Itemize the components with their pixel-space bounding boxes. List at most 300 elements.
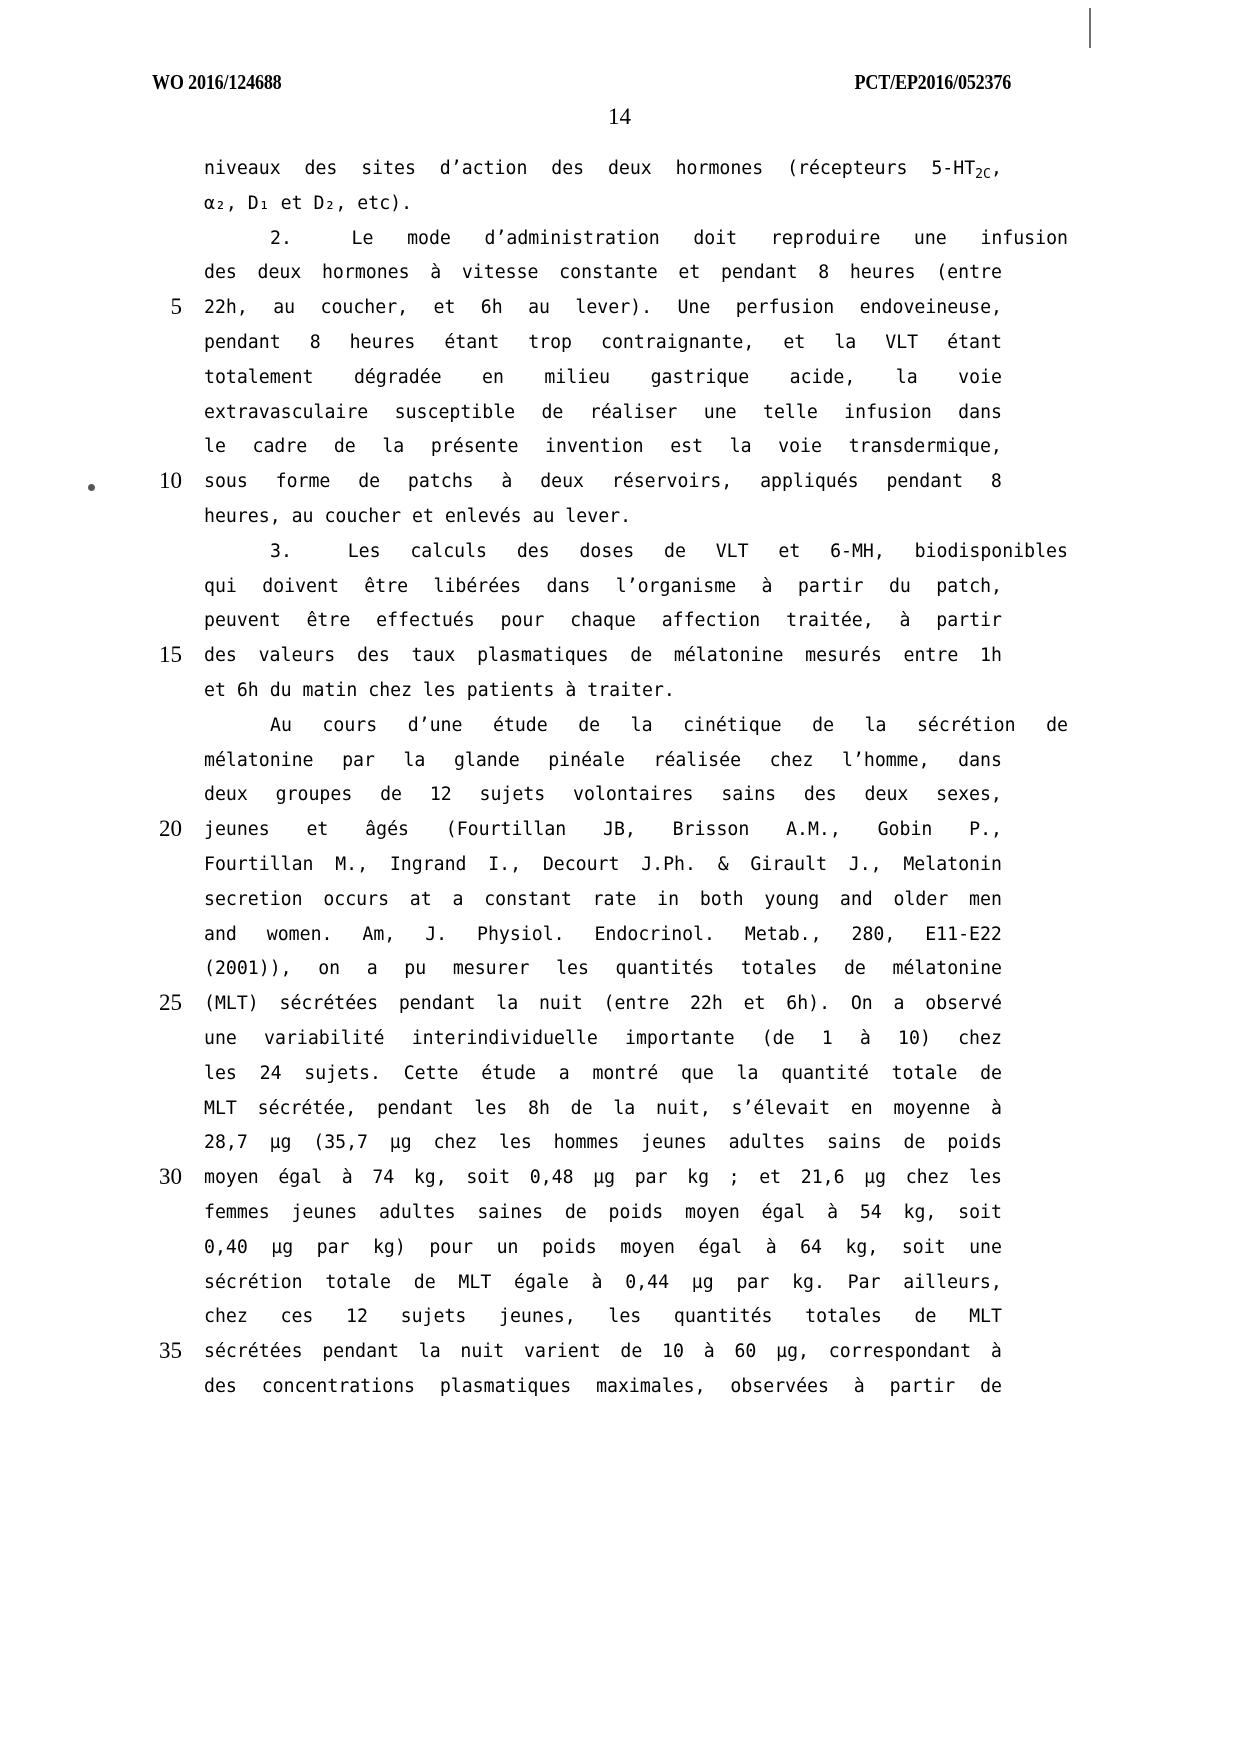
- word: patchs: [407, 471, 474, 493]
- word: les: [969, 1167, 1002, 1189]
- word: jeunes,: [499, 1306, 576, 1328]
- word: de: [980, 1062, 1002, 1084]
- word: men: [969, 888, 1002, 910]
- word: de: [903, 1132, 926, 1154]
- word: la: [729, 436, 752, 458]
- body-line-row: [0, 396, 1239, 431]
- word: milieu: [544, 366, 611, 388]
- word: 74: [372, 1167, 395, 1189]
- word: à: [990, 1097, 1002, 1119]
- word: des: [356, 645, 390, 667]
- word: sécrétion: [916, 714, 1016, 736]
- word: à: [859, 1027, 871, 1049]
- word: 24: [259, 1062, 282, 1084]
- word: pendant: [398, 993, 476, 1015]
- word: des: [304, 158, 338, 179]
- word: heures: [349, 331, 416, 353]
- word: Le: [351, 227, 374, 249]
- word: secretion: [204, 888, 303, 910]
- word: à: [341, 1167, 353, 1189]
- word: que: [680, 1062, 714, 1084]
- word: une: [913, 227, 947, 249]
- word: hormones: [675, 158, 764, 179]
- body-line-text: [204, 570, 1002, 605]
- body-line-row: [0, 326, 1239, 361]
- word: J.,: [848, 853, 882, 875]
- word: poids: [608, 1201, 664, 1223]
- word: plasmatiques: [439, 1375, 572, 1397]
- word: en: [850, 1097, 873, 1119]
- body-line-text: [204, 256, 1002, 291]
- word: la: [403, 749, 426, 771]
- word: 6h: [480, 297, 503, 319]
- line-number: 35: [159, 1338, 182, 1364]
- word: chaque: [570, 610, 636, 632]
- word: de: [1046, 714, 1068, 736]
- body-line-row: [0, 1057, 1239, 1092]
- word: et: [433, 297, 456, 319]
- body-line-text: [204, 1300, 1002, 1335]
- word: (entre: [603, 993, 670, 1015]
- word: de: [914, 1306, 937, 1328]
- word: les: [204, 1062, 237, 1084]
- word: transdermique,: [848, 436, 1002, 458]
- word: a: [452, 888, 464, 910]
- word: (MLT): [204, 993, 259, 1015]
- body-line-text: [204, 1092, 1002, 1127]
- word: dégradée: [353, 366, 442, 388]
- word: totales: [805, 1306, 882, 1328]
- word: cadre: [252, 436, 308, 458]
- body-line-row: [0, 1231, 1239, 1266]
- word: voie: [778, 436, 822, 458]
- word: pu: [404, 958, 427, 980]
- word: and: [204, 923, 237, 945]
- word: les: [556, 958, 589, 980]
- document-body: [0, 152, 1239, 1405]
- word: cinétique: [683, 714, 782, 736]
- word: interindividuelle: [411, 1027, 598, 1049]
- word: young: [764, 888, 820, 910]
- word: l’homme,: [841, 749, 930, 771]
- body-line-row: [0, 535, 1239, 570]
- body-line-text: [204, 1196, 1002, 1231]
- body-line-row: [0, 361, 1239, 396]
- word: (récepteurs: [787, 158, 908, 179]
- word: µg: [593, 1167, 616, 1189]
- word: Am,: [362, 923, 396, 945]
- word: égal: [761, 1201, 806, 1223]
- word: 8: [309, 331, 321, 353]
- body-line-row: [0, 291, 1239, 326]
- body-line-row: [0, 918, 1239, 953]
- word: du: [888, 575, 911, 597]
- word: 12: [346, 1306, 368, 1328]
- word: entre: [903, 645, 959, 667]
- word: kg,: [413, 1167, 447, 1189]
- word: vitesse: [461, 262, 539, 284]
- word: 21,6: [800, 1167, 845, 1189]
- word: deux: [864, 784, 909, 806]
- word: &: [717, 853, 729, 875]
- word: invention: [545, 436, 644, 458]
- word: sécrétée,: [257, 1097, 357, 1119]
- word: deux: [540, 471, 584, 493]
- word: 0,44: [625, 1271, 670, 1293]
- body-line-row: [0, 952, 1239, 987]
- word: réservoirs,: [611, 471, 733, 493]
- word: jeunes: [204, 819, 270, 841]
- word: chez: [769, 749, 814, 771]
- word: femmes: [204, 1201, 270, 1223]
- word: de: [358, 471, 381, 493]
- word: de: [578, 714, 601, 736]
- word: de: [664, 540, 686, 562]
- word: plasmatiques: [477, 645, 609, 667]
- word: 12: [429, 784, 452, 806]
- word: étude: [481, 1062, 536, 1084]
- word: deux: [257, 262, 302, 284]
- word: J.Ph.: [641, 853, 696, 875]
- word: une: [969, 1236, 1002, 1258]
- body-line-row: [0, 813, 1239, 848]
- word: µg: [271, 1236, 294, 1258]
- word: s’élevait: [731, 1097, 831, 1119]
- word: Fourtillan: [204, 853, 314, 875]
- word: VLT: [715, 540, 749, 562]
- word: 54: [859, 1201, 882, 1223]
- word: d’action: [439, 158, 528, 179]
- word: présente: [430, 436, 519, 458]
- word: de: [980, 1375, 1002, 1397]
- word: ailleurs,: [903, 1271, 1002, 1293]
- word: chez: [204, 1306, 248, 1328]
- word: sexes,: [936, 784, 1002, 806]
- word: et: [678, 262, 701, 284]
- word: Cette: [403, 1062, 459, 1084]
- word: par: [634, 1167, 668, 1189]
- word: 1: [821, 1027, 833, 1049]
- word: µg: [389, 1132, 412, 1154]
- word: de: [564, 1201, 587, 1223]
- word: µg,: [776, 1341, 810, 1363]
- scan-edge-mark: [1089, 8, 1091, 48]
- word: une: [703, 401, 737, 423]
- word: 0,40: [204, 1236, 248, 1258]
- body-line-text: [204, 918, 1002, 953]
- word: reproduire: [770, 227, 881, 249]
- word: A.M.,: [786, 819, 841, 841]
- word: à: [827, 1201, 839, 1223]
- body-line-row: [0, 1300, 1239, 1335]
- word: pour: [500, 610, 545, 632]
- word: sains: [721, 784, 777, 806]
- word: à: [761, 575, 773, 597]
- word: doses: [579, 540, 635, 562]
- word: glande: [453, 749, 520, 771]
- body-line-row: [0, 1022, 1239, 1057]
- word: une: [204, 1027, 237, 1049]
- body-line-text: [204, 1022, 1002, 1057]
- word: sujets: [400, 1306, 467, 1328]
- word: d’administration: [484, 227, 660, 249]
- word: niveaux: [204, 158, 281, 179]
- word: telle: [763, 401, 818, 423]
- body-line-row: [0, 1266, 1239, 1301]
- word: quantités: [673, 1306, 773, 1328]
- word: âgés: [365, 819, 409, 841]
- word: à: [853, 1375, 865, 1397]
- word: (de: [761, 1027, 795, 1049]
- word: partir: [889, 1375, 956, 1397]
- word: par: [736, 1271, 770, 1293]
- word: des: [204, 262, 237, 284]
- word: 22h: [689, 993, 723, 1015]
- body-line-text: [204, 326, 1002, 361]
- word: mesurés: [805, 645, 882, 667]
- word: deux: [607, 158, 652, 179]
- word: sécrétées: [279, 993, 379, 1015]
- word: acide,: [789, 366, 856, 388]
- body-line-text: [204, 152, 1002, 187]
- word: des: [204, 645, 237, 667]
- line-number: 5: [170, 294, 182, 320]
- word: égal: [278, 1167, 323, 1189]
- word: extravasculaire: [204, 401, 369, 423]
- word: à: [703, 1341, 715, 1363]
- header-application-number: PCT/EP2016/052376: [854, 70, 1011, 94]
- word: cours: [322, 714, 378, 736]
- word: effectués: [376, 610, 475, 632]
- word: importante: [625, 1027, 735, 1049]
- header-publication-number: WO 2016/124688: [152, 70, 282, 94]
- word: saines: [477, 1201, 544, 1223]
- word: observées: [730, 1375, 829, 1397]
- word: la: [496, 993, 519, 1015]
- word: heures: [849, 262, 916, 284]
- word: patch,: [936, 575, 1002, 597]
- word: sujets.: [304, 1062, 381, 1084]
- word: (35,7: [313, 1132, 368, 1154]
- word: sécrétées: [204, 1341, 303, 1363]
- word: la: [382, 436, 405, 458]
- body-line-text: et 6h du matin chez les patients à traiter.: [204, 679, 675, 701]
- word: d’une: [407, 714, 463, 736]
- word: de: [380, 784, 402, 806]
- body-line-row: [0, 1370, 1239, 1405]
- word: sites: [361, 158, 416, 179]
- body-line-text: [204, 987, 1002, 1022]
- word: MLT: [204, 1097, 237, 1119]
- word: réalisée: [653, 749, 742, 771]
- word: voie: [958, 366, 1002, 388]
- body-line-text: [204, 535, 1068, 570]
- body-line-row: [0, 465, 1239, 500]
- word: dans: [546, 575, 591, 597]
- word: au: [273, 297, 296, 319]
- word: $5-HT_{2C}$,: [931, 158, 1002, 182]
- word: de: [570, 1097, 593, 1119]
- body-line-row: [0, 1161, 1239, 1196]
- body-line-text: [204, 1057, 1002, 1092]
- word: MLT: [969, 1306, 1002, 1328]
- word: la: [834, 331, 857, 353]
- word: 6h).: [786, 993, 831, 1015]
- word: µg: [691, 1271, 714, 1293]
- word: jeunes: [641, 1132, 707, 1154]
- word: rate: [592, 888, 637, 910]
- word: µg: [269, 1132, 292, 1154]
- word: a: [558, 1062, 570, 1084]
- body-line-text: [204, 291, 1002, 326]
- word: traitée,: [786, 610, 874, 632]
- word: deux: [204, 784, 248, 806]
- word: de: [333, 436, 356, 458]
- word: par: [342, 749, 375, 771]
- subscript: 2C: [975, 166, 991, 182]
- word: at: [409, 888, 432, 910]
- word: à: [591, 1271, 603, 1293]
- word: totale: [325, 1271, 392, 1293]
- word: et: [306, 819, 329, 841]
- word: ;: [728, 1167, 740, 1189]
- word: poids: [541, 1236, 597, 1258]
- word: 10): [898, 1027, 931, 1049]
- word: la: [630, 714, 653, 736]
- word: mesurer: [452, 958, 530, 980]
- page-number: 14: [608, 104, 631, 129]
- body-line-row: [0, 1092, 1239, 1127]
- word: older: [893, 888, 949, 910]
- word: volontaires: [573, 784, 694, 806]
- body-line-text: [204, 848, 1002, 883]
- body-line-row: [0, 848, 1239, 883]
- word: de: [843, 958, 866, 980]
- word: forme: [275, 471, 331, 493]
- word: (2001)),: [204, 958, 292, 980]
- word: de: [413, 1271, 436, 1293]
- word: Melatonin: [903, 853, 1002, 875]
- body-line-text: [204, 1370, 1002, 1405]
- word: Physiol.: [477, 923, 565, 945]
- word: la: [736, 1062, 759, 1084]
- body-line-text: α₂, D₁ et D₂, etc).: [204, 192, 413, 214]
- body-line-text: [204, 430, 1002, 465]
- word: constant: [484, 888, 572, 910]
- word: moyen: [204, 1167, 259, 1189]
- word: trop: [528, 331, 572, 353]
- body-line-row: [0, 256, 1239, 291]
- word: a: [893, 993, 905, 1015]
- body-line-text: heures, au coucher et enlevés au lever.: [204, 505, 632, 527]
- word: constante: [559, 262, 658, 284]
- body-line-text: [204, 952, 1002, 987]
- word: pendant: [720, 262, 798, 284]
- word: jeunes: [291, 1201, 358, 1223]
- word: et: [743, 993, 766, 1015]
- word: à: [899, 610, 911, 632]
- word: totalement: [204, 366, 314, 388]
- word: des: [803, 784, 837, 806]
- word: pendant: [322, 1341, 399, 1363]
- word: en: [482, 366, 504, 388]
- word: partir: [936, 610, 1002, 632]
- word: 64: [800, 1236, 823, 1258]
- word: Endocrinol.: [594, 923, 715, 945]
- word: pinéale: [548, 749, 625, 771]
- word: mélatonine: [673, 645, 784, 667]
- body-line-text: [204, 1161, 1002, 1196]
- word: sécrétion: [204, 1271, 303, 1293]
- word: doivent: [262, 575, 339, 597]
- word: On: [850, 993, 873, 1015]
- word: soit: [466, 1167, 511, 1189]
- word: chez: [958, 1027, 1002, 1049]
- line-number: 30: [159, 1164, 182, 1190]
- word: sains: [827, 1132, 882, 1154]
- body-line-text: [204, 222, 1068, 257]
- word: égale: [514, 1271, 569, 1293]
- word: Ingrand: [389, 853, 467, 875]
- word: l’organisme: [615, 575, 737, 597]
- word: lever).: [575, 297, 653, 319]
- word: chez: [433, 1132, 478, 1154]
- word: kg): [372, 1236, 406, 1258]
- word: les: [474, 1097, 508, 1119]
- word: concentrations: [261, 1375, 415, 1397]
- word: Gobin: [877, 819, 933, 841]
- word: des: [551, 158, 585, 179]
- word: nuit: [538, 993, 583, 1015]
- word: à: [501, 471, 513, 493]
- word: kg,: [845, 1236, 879, 1258]
- line-number: 15: [159, 642, 182, 668]
- word: women.: [266, 923, 333, 945]
- word: E11-E22: [925, 923, 1002, 945]
- word: JB,: [603, 819, 636, 841]
- body-line-text: [204, 1231, 1002, 1266]
- word: nuit,: [656, 1097, 711, 1119]
- body-line-text: [204, 813, 1002, 848]
- word: J.: [425, 923, 448, 945]
- word: moyenne: [893, 1097, 971, 1119]
- body-line-row: [0, 987, 1239, 1022]
- word: Girault: [750, 853, 828, 875]
- body-line-text: [204, 396, 1002, 431]
- body-line-row: [0, 1196, 1239, 1231]
- body-line-text: [204, 744, 1002, 779]
- word: 10: [662, 1341, 684, 1363]
- word: 60: [734, 1341, 757, 1363]
- word: M.,: [335, 853, 369, 875]
- body-line-row: [0, 500, 1239, 535]
- body-line-text: [204, 883, 1002, 918]
- word: in: [657, 888, 680, 910]
- word: kg.: [792, 1271, 825, 1293]
- word: la: [418, 1341, 441, 1363]
- word: la: [895, 366, 918, 388]
- word: réaliser: [589, 401, 678, 423]
- word: affection: [661, 610, 761, 632]
- word: µg: [864, 1167, 887, 1189]
- word: and: [839, 888, 873, 910]
- word: étant: [947, 331, 1002, 353]
- word: de: [630, 645, 653, 667]
- body-line-row: [0, 639, 1239, 674]
- word: appliqués: [760, 471, 859, 493]
- word: un: [496, 1236, 519, 1258]
- word: Metab.,: [744, 923, 822, 945]
